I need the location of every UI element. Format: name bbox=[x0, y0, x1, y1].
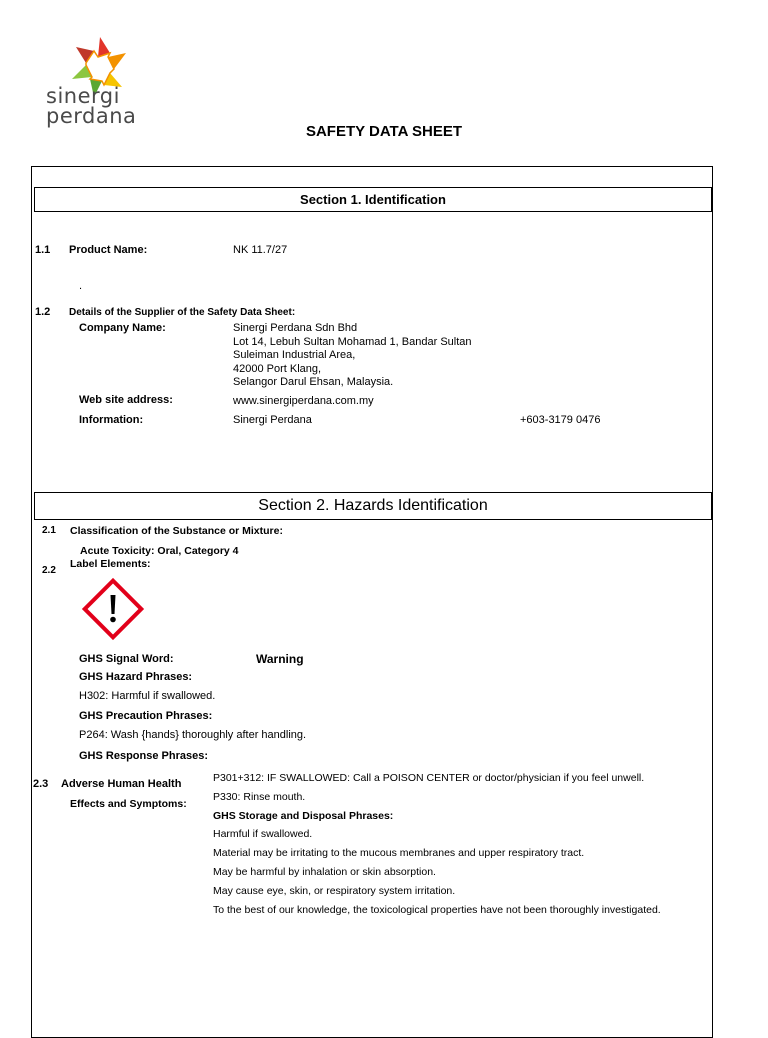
logo-wordmark: sinergi perdana bbox=[46, 84, 137, 128]
classification-label: Classification of the Substance or Mixture: bbox=[70, 525, 283, 537]
company-address-line: Selangor Darul Ehsan, Malaysia. bbox=[233, 376, 394, 388]
ghs-exclamation-mark-icon bbox=[81, 577, 145, 641]
hazard-phrases-label: GHS Hazard Phrases: bbox=[79, 671, 193, 683]
storage-phrase: Harmful if swallowed. bbox=[213, 828, 313, 841]
product-name-value: NK 11.7/27 bbox=[233, 244, 288, 256]
response-phrases-label: GHS Response Phrases: bbox=[79, 750, 208, 762]
precaution-phrases-label: GHS Precaution Phrases: bbox=[79, 710, 213, 722]
storage-phrase: Material may be irritating to the mucous membranes and upper respiratory tract. bbox=[213, 847, 585, 860]
signal-word-label: GHS Signal Word: bbox=[79, 653, 174, 665]
supplier-details-label: Details of the Supplier of the Safety Data Sheet: bbox=[69, 307, 296, 318]
website-value[interactable]: www.sinergiperdana.com.my bbox=[233, 395, 374, 407]
website-label: Web site address: bbox=[79, 394, 173, 406]
item-1-2-number: 1.2 bbox=[35, 306, 51, 318]
item-1-1-number: 1.1 bbox=[35, 244, 51, 256]
effects-text-block bbox=[213, 769, 661, 919]
document-title: SAFETY DATA SHEET bbox=[305, 123, 463, 140]
adverse-effects-label-line1: Adverse Human Health bbox=[61, 778, 182, 790]
response-phrase: P330: Rinse mouth. bbox=[213, 790, 306, 803]
product-name-label: Product Name: bbox=[69, 244, 148, 256]
precaution-phrase: P264: Wash {hands} thoroughly after handling. bbox=[79, 729, 307, 741]
company-address-line: Sinergi Perdana Sdn Bhd bbox=[233, 322, 358, 334]
hazard-phrase: H302: Harmful if swallowed. bbox=[79, 690, 216, 702]
response-phrase: P301+312: IF SWALLOWED: Call a POISON CENTER or doctor/physician if you feel unwell. bbox=[213, 772, 645, 784]
stray-mark: . bbox=[79, 280, 83, 292]
information-value: Sinergi Perdana bbox=[233, 414, 312, 426]
section2-header: Section 2. Hazards Identification bbox=[34, 492, 712, 520]
adverse-effects-label-line2: Effects and Symptoms: bbox=[70, 798, 187, 810]
storage-phrase: To the best of our knowledge, the toxicological properties have not been thoroughly investigated. bbox=[213, 903, 661, 916]
storage-phrase: May cause eye, skin, or respiratory system irritation. bbox=[213, 884, 456, 897]
classification-value: Acute Toxicity: Oral, Category 4 bbox=[80, 545, 239, 557]
storage-phrases-label: GHS Storage and Disposal Phrases: bbox=[213, 809, 394, 822]
item-2-1-number: 2.1 bbox=[42, 525, 56, 536]
item-2-3-number: 2.3 bbox=[33, 778, 49, 790]
company-address-line: 42000 Port Klang, bbox=[233, 362, 322, 375]
company-address-line: Suleiman Industrial Area, bbox=[233, 349, 356, 361]
signal-word-value: Warning bbox=[256, 652, 304, 666]
company-name-label: Company Name: bbox=[79, 322, 166, 334]
company-address-line: Lot 14, Lebuh Sultan Mohamad 1, Bandar Sultan bbox=[233, 335, 472, 348]
company-address bbox=[233, 322, 472, 390]
storage-phrase: May be harmful by inhalation or skin absorption. bbox=[213, 865, 436, 878]
information-label: Information: bbox=[79, 414, 144, 426]
section1-header: Section 1. Identification bbox=[34, 187, 712, 212]
label-elements-label: Label Elements: bbox=[70, 558, 151, 570]
item-2-2-number: 2.2 bbox=[42, 565, 56, 576]
information-phone: +603-3179 0476 bbox=[520, 414, 601, 426]
